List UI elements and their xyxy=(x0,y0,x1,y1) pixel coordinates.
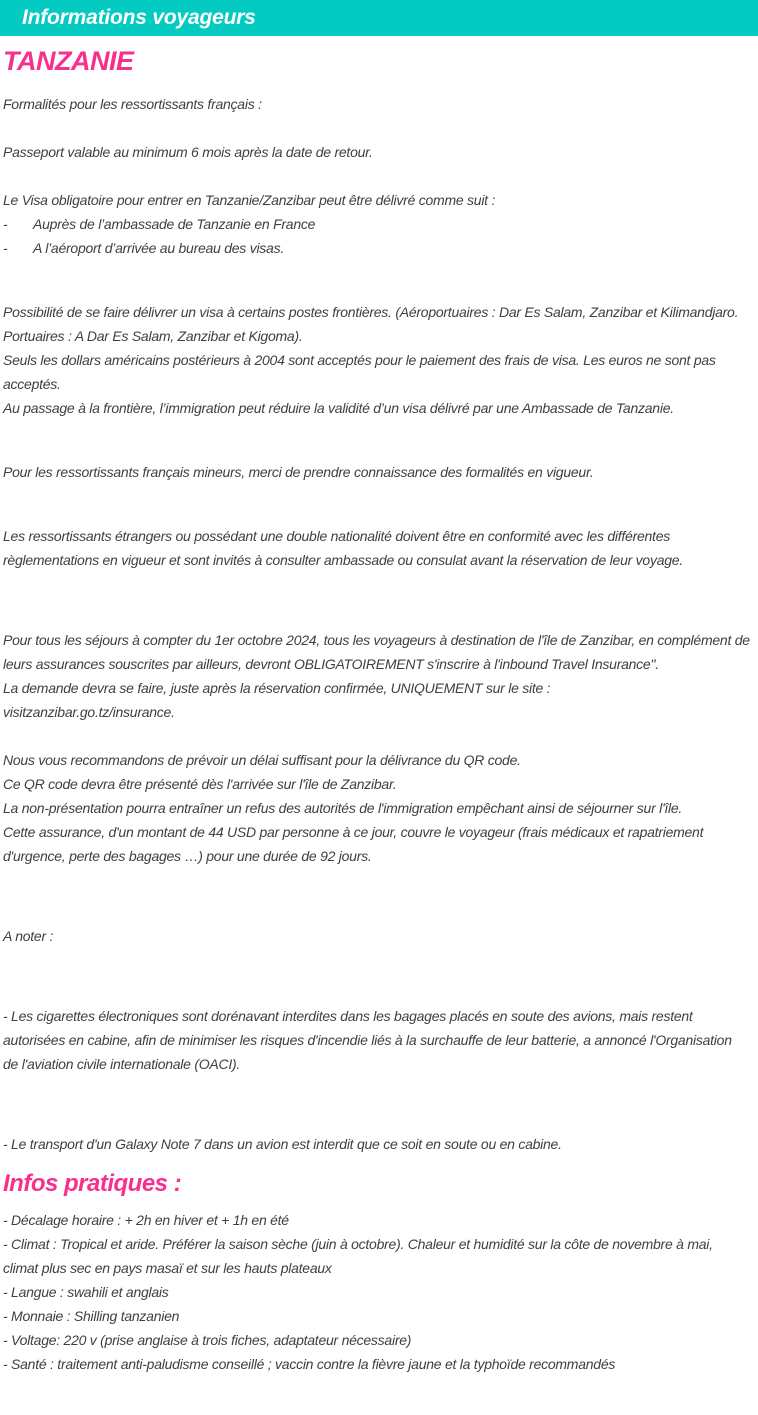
paragraph-dollars: Seuls les dollars américains postérieurs à 2004 sont acceptés pour le paiement des frais de visa. Les euros ne sont pas acceptés. xyxy=(3,352,716,392)
paragraph-formalites: Formalités pour les ressortissants français : xyxy=(3,96,262,112)
spacer xyxy=(3,868,750,924)
spacer xyxy=(3,116,750,140)
paragraph-sante: - Santé : traitement anti-paludisme conseillé ; vaccin contre la fièvre jaune et la typhoïde recommandés xyxy=(3,1356,616,1372)
list-dash-marker: - xyxy=(3,216,8,232)
paragraph-cigarettes: - Les cigarettes électroniques sont dorénavant interdites dans les bagages placés en soute des avions, mais restent autorisées en cabine, afin de minimiser les risques d'incendie liés à la surchauffe de leur batterie, a annoncé l'Organisation de l'aviation civile internationale (OACI). xyxy=(3,1008,732,1072)
paragraph-qr-presentation: Ce QR code devra être présenté dès l'arrivée sur l'île de Zanzibar. xyxy=(3,776,397,792)
paragraph-galaxy-note: - Le transport d'un Galaxy Note 7 dans un avion est interdit que ce soit en soute ou en cabine. xyxy=(3,1136,562,1152)
paragraph-a-noter: A noter : xyxy=(3,928,54,944)
paragraph-langue: - Langue : swahili et anglais xyxy=(3,1284,169,1300)
spacer xyxy=(3,572,750,628)
visa-list-item-text: Auprès de l’ambassade de Tanzanie en France xyxy=(33,216,316,232)
title-bar xyxy=(0,0,758,36)
paragraph-qr-refus: La non-présentation pourra entraîner un refus des autorités de l'immigration empêchant ainsi de séjourner sur l'île. xyxy=(3,800,683,816)
paragraph-etrangers: Les ressortissants étrangers ou possédant une double nationalité doivent être en conformité avec les différentes règlementations en vigueur et sont invités à consulter ambassade ou consulat avant la réservation de leur voyage. xyxy=(3,528,683,568)
page-title: Informations voyageurs xyxy=(22,6,256,29)
list-dash-marker: - xyxy=(3,240,8,256)
spacer xyxy=(3,948,750,1004)
spacer xyxy=(3,1076,750,1132)
spacer xyxy=(3,260,750,300)
paragraph-assurance-montant: Cette assurance, d'un montant de 44 USD par personne à ce jour, couvre le voyageur (frais médicaux et rapatriement d'urgence, perte des bagages …) pour une durée de 92 jours. xyxy=(3,824,704,864)
spacer xyxy=(3,420,750,460)
paragraph-passeport: Passeport valable au minimum 6 mois après la date de retour. xyxy=(3,144,373,160)
paragraph-decalage: - Décalage horaire : + 2h en hiver et + 1h en été xyxy=(3,1212,289,1228)
spacer xyxy=(3,724,750,748)
document-content xyxy=(0,46,758,1376)
visa-list-item xyxy=(3,212,750,236)
paragraph-visa-intro: Le Visa obligatoire pour entrer en Tanzanie/Zanzibar peut être délivré comme suit : xyxy=(3,192,496,208)
visa-list-item xyxy=(3,236,750,260)
paragraph-voltage: - Voltage: 220 v (prise anglaise à trois fiches, adaptateur nécessaire) xyxy=(3,1332,412,1348)
spacer xyxy=(3,484,750,524)
country-heading: TANZANIE xyxy=(3,46,134,76)
paragraph-qr-delai: Nous vous recommandons de prévoir un délai suffisant pour la délivrance du QR code. xyxy=(3,752,521,768)
insurance-url: visitzanzibar.go.tz/insurance. xyxy=(3,704,175,720)
section-heading-infos-pratiques: Infos pratiques : xyxy=(3,1170,182,1197)
paragraph-monnaie: - Monnaie : Shilling tanzanien xyxy=(3,1308,180,1324)
paragraph-frontiere: Au passage à la frontière, l’immigration peut réduire la validité d’un visa délivré par une Ambassade de Tanzanie. xyxy=(3,400,674,416)
spacer xyxy=(3,164,750,188)
paragraph-demande-site: La demande devra se faire, juste après la réservation confirmée, UNIQUEMENT sur le site : xyxy=(3,680,551,696)
visa-list-item-text: A l’aéroport d’arrivée au bureau des visas. xyxy=(33,240,284,256)
paragraph-visa-postes: Possibilité de se faire délivrer un visa à certains postes frontières. (Aéroportuaires : Dar Es Salam, Zanzibar et Kilimandjaro. Portuaires : A Dar Es Salam, Zanzibar et Kigoma). xyxy=(3,304,739,344)
paragraph-climat: - Climat : Tropical et aride. Préférer la saison sèche (juin à octobre). Chaleur et humidité sur la côte de novembre à mai, climat plus sec en pays masaï et sur les hauts plateaux xyxy=(3,1236,713,1276)
paragraph-mineurs: Pour les ressortissants français mineurs, merci de prendre connaissance des formalités en vigueur. xyxy=(3,464,594,480)
paragraph-zanzibar-insurance: Pour tous les séjours à compter du 1er octobre 2024, tous les voyageurs à destination de l'île de Zanzibar, en complément de leurs assurances souscrites par ailleurs, devront OBLIGATOIREMENT s'inscrire à l'inbound Travel Insurance". xyxy=(3,632,750,672)
